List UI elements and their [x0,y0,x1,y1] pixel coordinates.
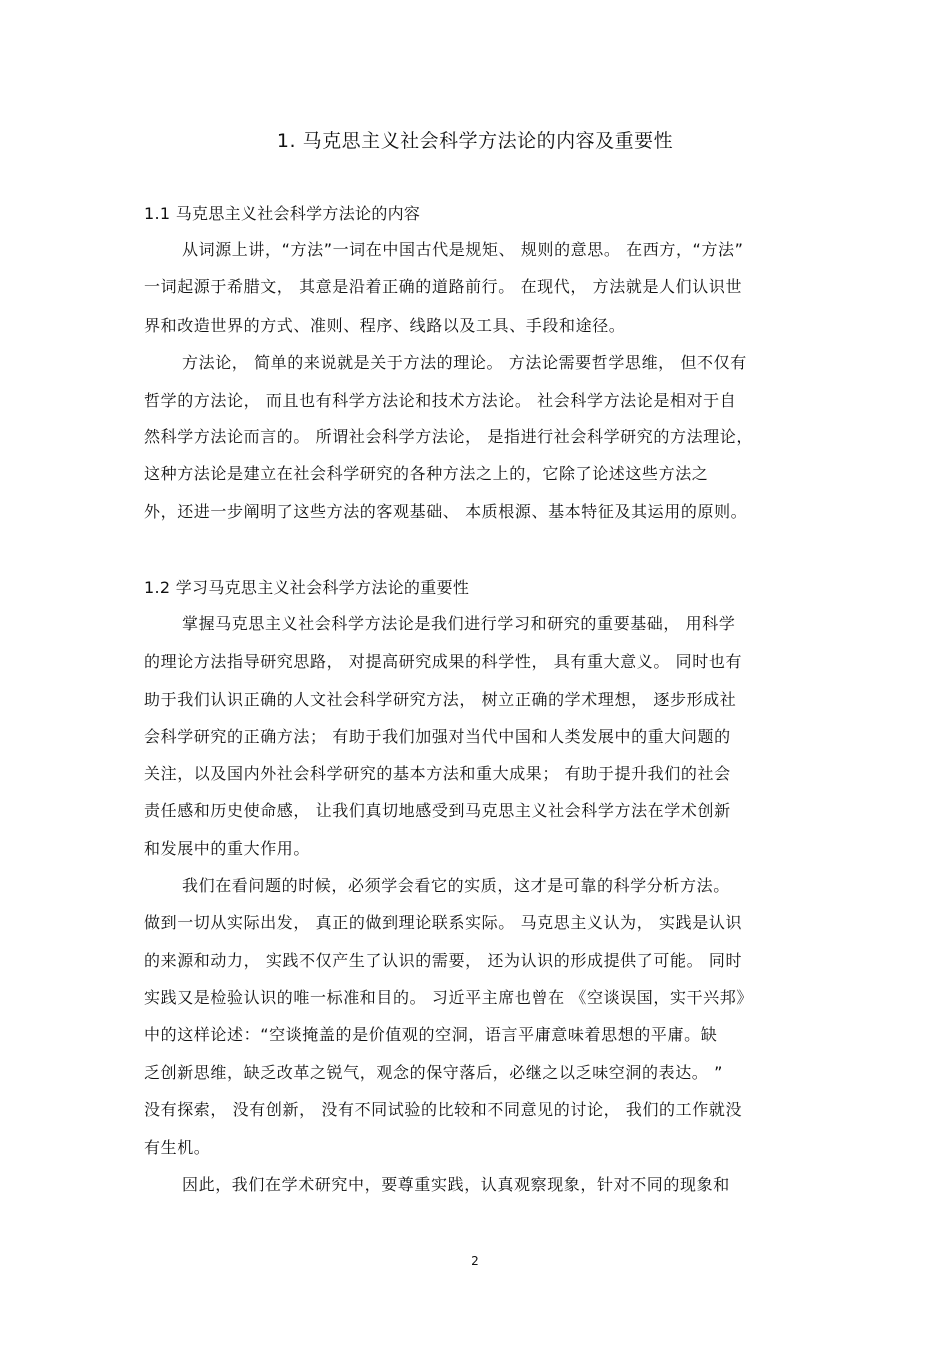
paragraph-line: 掌握马克思主义社会科学方法论是我们进行学习和研究的重要基础， 用科学 [182,614,736,633]
paragraph-line: 中的这样论述：“空谈掩盖的是价值观的空洞，语言平庸意味着思想的平庸。缺 [144,1025,718,1044]
paragraph-line: 的来源和动力， 实践不仅产生了认识的需要， 还为认识的形成提供了可能。 同时 [144,951,743,970]
paragraph-line: 关注，以及国内外社会科学研究的基本方法和重大成果； 有助于提升我们的社会 [144,764,731,783]
paragraph-line: 实践又是检验认识的唯一标准和目的。 习近平主席也曾在 《空谈误国，实干兴邦》 [144,988,753,1007]
page-number: 2 [471,1254,479,1268]
paragraph-line: 的理论方法指导研究思路， 对提高研究成果的科学性， 具有重大意义。 同时也有 [144,652,743,671]
paragraph-line: 一词起源于希腊文， 其意是沿着正确的道路前行。 在现代， 方法就是人们认识世 [144,277,743,296]
paragraph-line: 乏创新思维，缺乏改革之锐气，观念的保守落后，必继之以乏味空洞的表达。 ” [144,1063,723,1082]
paragraph-line: 方法论， 简单的来说就是关于方法的理论。 方法论需要哲学思维， 但不仅有 [182,353,747,372]
paragraph-line: 界和改造世界的方式、准则、程序、线路以及工具、手段和途径。 [144,316,626,335]
paragraph-line: 做到一切从实际出发， 真正的做到理论联系实际。 马克思主义认为， 实践是认识 [144,913,743,932]
paragraph-line: 哲学的方法论， 而且也有科学方法论和技术方法论。 社会科学方法论是相对于自 [144,391,737,410]
paragraph-line: 有生机。 [144,1138,211,1157]
paragraph-line: 这种方法论是建立在社会科学研究的各种方法之上的，它除了论述这些方法之 [144,464,709,483]
paragraph-line: 外，还进一步阐明了这些方法的客观基础、 本质根源、基本特征及其运用的原则。 [144,502,748,521]
paragraph-line: 没有探索， 没有创新， 没有不同试验的比较和不同意见的讨论， 我们的工作就没 [144,1100,743,1119]
paragraph-line: 从词源上讲，“方法”一词在中国古代是规矩、 规则的意思。 在西方，“方法” [182,240,744,259]
paragraph-line: 助于我们认识正确的人文社会科学研究方法， 树立正确的学术理想， 逐步形成社 [144,690,737,709]
paragraph-line: 会科学研究的正确方法； 有助于我们加强对当代中国和人类发展中的重大问题的 [144,727,731,746]
section-heading-1-2: 1.2 学习马克思主义社会科学方法论的重要性 [144,578,470,597]
section-heading-1-1: 1.1 马克思主义社会科学方法论的内容 [144,204,421,223]
paragraph-line: 和发展中的重大作用。 [144,839,311,858]
paragraph-line: 因此，我们在学术研究中，要尊重实践，认真观察现象，针对不同的现象和 [182,1175,730,1194]
paragraph-line: 责任感和历史使命感， 让我们真切地感受到马克思主义社会科学方法在学术创新 [144,801,731,820]
document-title: 1. 马克思主义社会科学方法论的内容及重要性 [276,130,674,152]
paragraph-line: 我们在看问题的时候，必须学会看它的实质，这才是可靠的科学分析方法。 [182,876,730,895]
paragraph-line: 然科学方法论而言的。 所谓社会科学方法论， 是指进行社会科学研究的方法理论， [144,427,753,446]
